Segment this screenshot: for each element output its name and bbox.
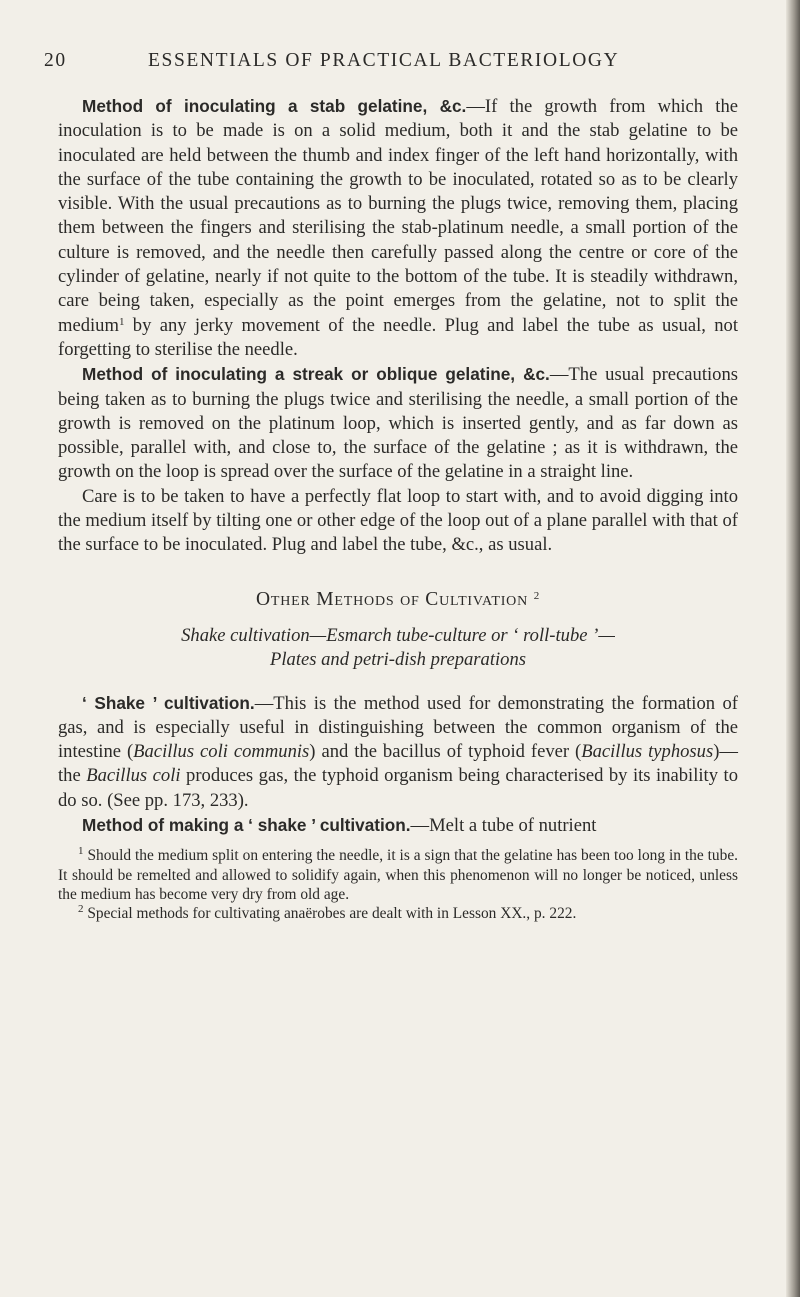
text: Care is to be taken to have a perfectly flat loop to start with, and to avoid digging into the medium itself by tilting one or other edge of the loop out of a plane parallel with that of the surface to be inoculated. Plug and label the tube, &c., as usual. — [58, 485, 738, 556]
heading-shake-cultivation: ‘ Shake ’ cultivation. — [82, 692, 255, 713]
page-number: 20 — [44, 50, 67, 71]
page-body — [58, 94, 738, 923]
section-subtitle — [58, 624, 738, 673]
text: —If the growth from which the inoculation is to be made is on a solid medium, both it and the stab gelatine to be inoculated are held between the thumb and index finger of the left hand horizontally, with the surface of the tube containing the growth to be inoculated, rotated so as to be clearly visible. With the usual precautions as to burning the plugs twice, removing them, placing them between the fingers and sterilising the stab-platinum needle, a small portion of the culture is removed, and the needle then carefully passed along the centre or core of the cylinder of gelatine, nearly if not quite to the bottom of the tube. It is steadily withdrawn, care being taken, especially as the point emerges from the gelatine, not to split the medium — [58, 96, 739, 336]
footnote-ref-2: 2 — [533, 589, 540, 602]
heading-making-shake: Method of making a ‘ shake ’ cultivation. — [82, 815, 411, 836]
footnote-text: Special methods for cultivating anaërobes are dealt with in Lesson XX., p. 222. — [83, 904, 577, 922]
paragraph-stab-gelatine — [58, 94, 738, 362]
text: ) and the bacillus of typhoid fever ( — [309, 741, 582, 763]
species-name: Bacillus coli — [86, 765, 181, 787]
footnotes — [58, 846, 738, 923]
text: —The usual precautions being taken as to burning the plugs twice and sterilising the needle, a small portion of the growth is removed on the platinum loop, which is inserted gently, and as far down as possible, parallel with, and close to, the surface of the gelatine ; as it is withdrawn, the growth on the loop is spread over the surface of the gelatine in a straight line. — [58, 364, 738, 483]
text: by any jerky movement of the needle. Plug and label the tube as usual, not forgetting to sterilise the needle. — [58, 314, 738, 360]
running-title: ESSENTIALS OF PRACTICAL BACTERIOLOGY — [148, 50, 620, 71]
footnote-mark-1: 1 — [78, 845, 84, 858]
page-edge — [786, 0, 800, 1297]
text: produces gas, the typhoid organism being characterised by its inability to do so. (See pp. 173, 233). — [58, 765, 738, 811]
subtitle-line-1: Shake cultivation—Esmarch tube-culture or ‘ roll-tube ’— — [181, 624, 615, 646]
footnote-text: Should the medium split on entering the needle, it is a sign that the gelatine has been too long in the tube. It should be remelted and allowed to solidify again, when this phenomenon will no longer be noticed, unless the medium has become very dry from old age. — [58, 847, 738, 903]
footnote-2 — [58, 904, 738, 923]
footnote-ref-1: 1 — [118, 315, 125, 328]
section-title-text: Other Methods of Cultivation — [255, 588, 528, 610]
paragraph-streak-gelatine — [58, 362, 738, 484]
footnote-1 — [58, 846, 738, 904]
running-header — [44, 50, 744, 72]
text: )—the — [58, 741, 738, 787]
paragraph-flat-loop — [58, 485, 738, 558]
species-name: Bacillus typhosus — [581, 741, 714, 763]
footnote-mark-2: 2 — [78, 902, 84, 915]
heading-stab-gelatine: Method of inoculating a stab gelatine, &c. — [82, 96, 467, 116]
paragraph-shake-cultivation — [58, 691, 738, 813]
text: —Melt a tube of nutrient — [410, 815, 597, 837]
species-name: Bacillus coli communis — [133, 741, 310, 763]
section-title — [58, 588, 738, 612]
paragraph-making-shake — [58, 813, 738, 838]
subtitle-line-2: Plates and petri-dish preparations — [270, 649, 526, 671]
text: —This is the method used for demonstrating the formation of gas, and is especially useful in distinguishing between the common organism of the intestine ( — [58, 692, 738, 763]
heading-streak-gelatine: Method of inoculating a streak or oblique gelatine, &c. — [82, 364, 550, 385]
